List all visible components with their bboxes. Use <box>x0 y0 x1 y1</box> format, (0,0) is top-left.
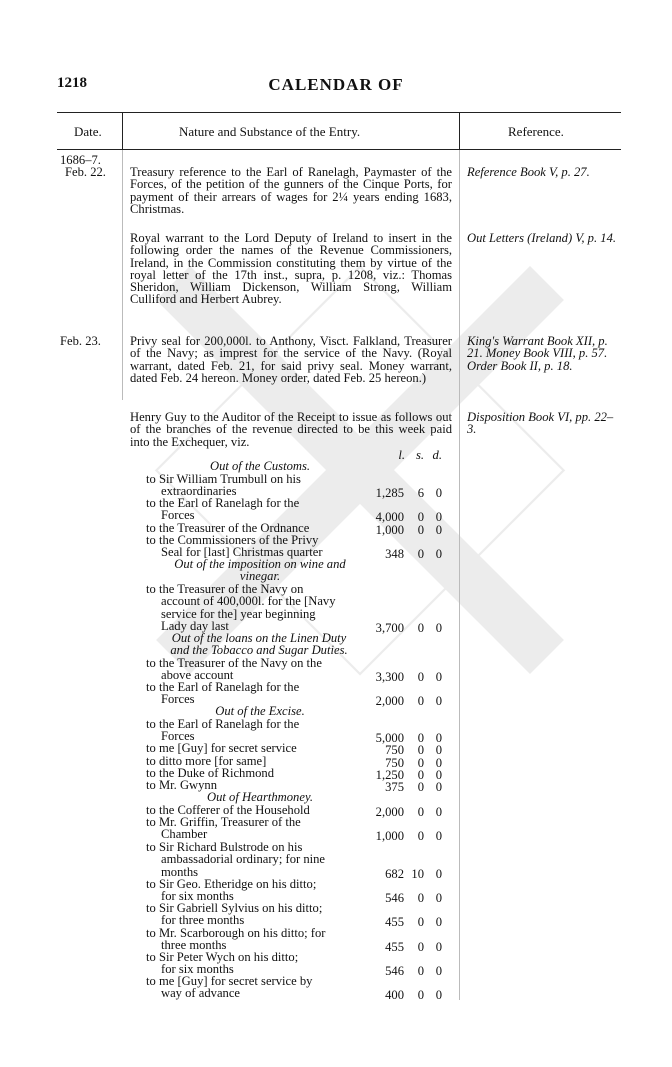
payment-line: to Sir Peter Wych on his ditto; <box>146 950 299 964</box>
amount-pounds: 375 <box>385 780 404 794</box>
money-header-pounds: l. <box>398 448 405 462</box>
amount-pence: 0 <box>435 988 442 1003</box>
table-header-rule <box>57 149 621 150</box>
section-heading: Out of the imposition on wine and <box>174 557 346 571</box>
page-number: 1218 <box>57 75 87 91</box>
amount-pence: 0 <box>435 780 442 794</box>
amount-pounds: 400 <box>385 988 404 1003</box>
amount-shillings: 0 <box>417 964 424 979</box>
payment-line: three months <box>161 938 227 953</box>
amount-pounds: 546 <box>385 964 404 979</box>
amount-pounds: 4,000 <box>375 510 404 525</box>
amount-pence: 0 <box>435 547 442 562</box>
amount-pounds: 750 <box>385 743 404 757</box>
amount-pence: 0 <box>435 743 442 757</box>
payment-line: for three months <box>161 913 245 928</box>
amount-shillings: 0 <box>417 915 424 930</box>
entry-text: Royal warrant to the Lord Deputy of Ireland to insert in the following order the names of the Revenue Commissioners, Ireland, in the Commission constituting them by virtue of the royal letter of the 17th inst., supra, p. 1208, viz.: Thomas Sheridon, William Dickenson, William Strong, William Culliford and Herbert Aubrey. <box>130 231 452 307</box>
amount-shillings: 0 <box>417 940 424 955</box>
entry-date: Feb. 22. <box>65 165 106 179</box>
entry-reference: Reference Book V, p. 27. <box>467 165 590 179</box>
payment-line: account of 400,000l. for the [Navy <box>161 594 336 609</box>
payment-line: to the Earl of Ranelagh for the <box>146 496 300 510</box>
entry-date: Feb. 23. <box>60 334 101 348</box>
column-header-reference: Reference. <box>508 124 564 139</box>
payment-line: to the Commissioners of the Privy <box>146 533 319 547</box>
amount-shillings: 0 <box>417 756 424 770</box>
column-divider-left-body <box>122 150 123 400</box>
amount-shillings: 6 <box>417 486 424 501</box>
payment-line: to the Earl of Ranelagh for the <box>146 680 300 694</box>
amount-pounds: 546 <box>385 891 404 906</box>
section-heading: Out of Hearthmoney. <box>207 790 313 804</box>
section-heading: Out of the Excise. <box>215 704 305 718</box>
amount-pounds: 1,000 <box>375 523 404 537</box>
amount-pounds: 2,000 <box>375 694 404 709</box>
payment-line: to me [Guy] for secret service <box>146 741 297 755</box>
column-header-date: Date. <box>74 124 102 139</box>
payment-line: to the Treasurer of the Navy on the <box>146 656 322 670</box>
amount-pounds: 5,000 <box>375 731 404 746</box>
payment-line: Seal for [last] Christmas quarter <box>161 545 323 560</box>
amount-pounds: 3,700 <box>375 620 404 635</box>
amount-pounds: 2,000 <box>375 805 404 819</box>
payment-line: Forces <box>161 692 195 707</box>
payment-line: to Sir Geo. Etheridge on his ditto; <box>146 877 317 891</box>
amount-pence: 0 <box>435 940 442 955</box>
amount-pence: 0 <box>435 805 442 819</box>
amount-pounds: 1,250 <box>375 768 404 782</box>
amount-pence: 0 <box>435 915 442 930</box>
payment-line: to the Treasurer of the Ordnance <box>146 521 310 535</box>
money-header-shillings: s. <box>415 448 424 462</box>
payment-line: Lady day last <box>161 618 229 633</box>
section-heading: Out of the Customs. <box>209 459 311 473</box>
entry-text: Treasury reference to the Earl of Ranelagh, Paymaster of the Forces, of the petition of the gunners of the Cinque Ports, for payment of their arrears of wages for 2¼ years ending 1683, Christmas. <box>130 165 452 216</box>
column-divider-left <box>122 112 123 150</box>
amount-pence: 0 <box>435 510 442 525</box>
payment-line: to Mr. Scarborough on his ditto; for <box>146 926 326 940</box>
amount-pounds: 682 <box>385 866 404 881</box>
payment-line: Chamber <box>161 827 208 842</box>
entry-year: 1686–7. <box>60 153 101 167</box>
amount-pence: 0 <box>435 866 442 881</box>
payment-line: to Sir Richard Bulstrode on his <box>146 840 303 854</box>
payment-line: to Mr. Gwynn <box>146 778 218 792</box>
amount-pounds: 455 <box>385 940 404 955</box>
entry-text: Privy seal for 200,000l. to Anthony, Visct. Falkland, Treasurer of the Navy; as imprest for the service of the Navy. (Royal warrant, dated Feb. 21, for said privy seal. Money warrant, dated Feb. 24 hereon. Money order, dated Feb. 25 hereon.) <box>130 334 452 385</box>
payment-line: to Mr. Griffin, Treasurer of the <box>146 815 301 829</box>
payment-line: Forces <box>161 508 195 523</box>
payment-line: ambassadorial ordinary; for nine <box>161 852 326 867</box>
payment-line: to the Cofferer of the Household <box>146 803 310 817</box>
amount-pounds: 3,300 <box>375 670 404 685</box>
payment-line: months <box>161 864 199 879</box>
amount-shillings: 0 <box>417 780 424 794</box>
payment-line: for six months <box>161 962 234 977</box>
amount-pounds: 455 <box>385 915 404 930</box>
amount-pence: 0 <box>435 891 442 906</box>
entry-text: Henry Guy to the Auditor of the Receipt to issue as follows out of the branches of the revenue directed to be this week paid into the Exchequer, viz. <box>130 410 452 449</box>
amount-pence: 0 <box>435 670 442 685</box>
amount-pounds: 1,000 <box>375 829 404 844</box>
entry-reference: Out Letters (Ireland) V, p. 14. <box>467 231 617 245</box>
payment-line: extraordinaries <box>161 484 237 499</box>
amount-shillings: 10 <box>411 866 424 881</box>
section-heading: Out of the loans on the Linen Duty <box>171 631 347 645</box>
amount-shillings: 0 <box>417 743 424 757</box>
amount-pounds: 348 <box>385 547 404 562</box>
payment-line: to me [Guy] for secret service by <box>146 974 313 988</box>
amount-shillings: 0 <box>417 694 424 709</box>
amount-shillings: 0 <box>417 523 424 537</box>
amount-shillings: 0 <box>417 891 424 906</box>
payment-line: above account <box>161 668 234 683</box>
amount-pence: 0 <box>435 964 442 979</box>
amount-pence: 0 <box>435 829 442 844</box>
page-title: CALENDAR OF <box>268 75 404 94</box>
entry-reference: Disposition Book VI, pp. 22–3. <box>467 410 614 437</box>
section-heading: and the Tobacco and Sugar Duties. <box>170 643 348 657</box>
payment-line: way of advance <box>161 986 241 1001</box>
payment-line: Forces <box>161 729 195 744</box>
money-header-pence: d. <box>432 448 442 462</box>
amount-shillings: 0 <box>417 670 424 685</box>
amount-shillings: 0 <box>417 988 424 1003</box>
amount-pounds: 1,285 <box>375 486 404 501</box>
payment-line: for six months <box>161 889 234 904</box>
payment-line: to the Treasurer of the Navy on <box>146 582 304 596</box>
amount-shillings: 0 <box>417 510 424 525</box>
entry-reference: King's Warrant Book XII, p. 21. Money Book VIII, p. 57. Order Book II, p. 18. <box>467 334 608 373</box>
payment-line: to Sir Gabriell Sylvius on his ditto; <box>146 901 323 915</box>
amount-pence: 0 <box>435 768 442 782</box>
section-heading: vinegar. <box>239 569 281 583</box>
payment-line: to the Earl of Ranelagh for the <box>146 717 300 731</box>
amount-shillings: 0 <box>417 731 424 746</box>
amount-pence: 0 <box>435 486 442 501</box>
amount-pounds: 750 <box>385 756 404 770</box>
payment-line: to the Duke of Richmond <box>146 766 275 780</box>
payment-line: service for the] year beginning <box>161 606 316 621</box>
table-top-rule <box>57 112 621 113</box>
amount-shillings: 0 <box>417 805 424 819</box>
amount-pence: 0 <box>435 756 442 770</box>
amount-shillings: 0 <box>417 547 424 562</box>
amount-pence: 0 <box>435 620 442 635</box>
column-divider-right-body <box>459 150 460 1000</box>
payment-line: to Sir William Trumbull on his <box>146 472 301 486</box>
amount-shillings: 0 <box>417 829 424 844</box>
column-divider-right <box>459 112 460 150</box>
amount-pence: 0 <box>435 731 442 746</box>
amount-shillings: 0 <box>417 620 424 635</box>
amount-pence: 0 <box>435 694 442 709</box>
amount-shillings: 0 <box>417 768 424 782</box>
payment-line: to ditto more [for same] <box>146 754 267 768</box>
column-header-nature: Nature and Substance of the Entry. <box>179 124 361 139</box>
amount-pence: 0 <box>435 523 442 537</box>
